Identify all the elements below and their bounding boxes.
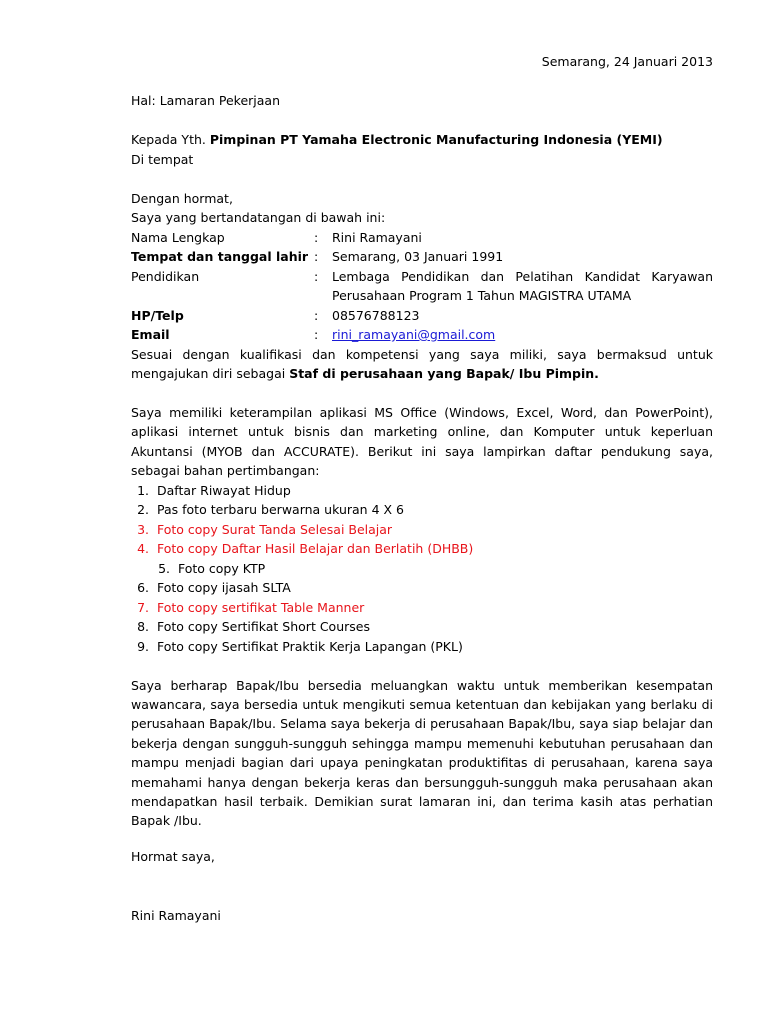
email-link[interactable]: rini_ramayani@gmail.com xyxy=(332,327,496,342)
list-text: Foto copy sertifikat Table Manner xyxy=(157,599,365,615)
list-number: 5. xyxy=(158,560,170,576)
list-number: 2. xyxy=(137,502,149,517)
list-number: 1. xyxy=(137,482,149,498)
phone-label: HP/Telp xyxy=(131,307,184,323)
list-text: Foto copy Daftar Hasil Belajar dan Berlatih (DHBB) xyxy=(157,541,474,556)
colon: : xyxy=(314,307,319,323)
letter-subject: Hal: Lamaran Pekerjaan xyxy=(131,93,280,108)
list-item xyxy=(137,500,404,519)
list-item xyxy=(137,637,463,656)
list-item xyxy=(137,481,291,500)
list-item xyxy=(137,539,474,558)
signature-name: Rini Ramayani xyxy=(131,907,221,923)
education-label: Pendidikan xyxy=(131,268,200,284)
colon: : xyxy=(314,249,319,264)
birth-value: Semarang, 03 Januari 1991 xyxy=(332,249,504,264)
education-value-line1: Lembaga Pendidikan dan Pelatihan Kandidat Karyawan xyxy=(332,268,713,284)
list-number: 6. xyxy=(137,580,149,595)
recipient-prefix: Kepada Yth. xyxy=(131,132,210,147)
list-text: Daftar Riwayat Hidup xyxy=(157,482,291,498)
list-text: Foto copy ijasah SLTA xyxy=(157,580,291,595)
list-item xyxy=(137,520,393,539)
list-item xyxy=(137,617,370,636)
list-item xyxy=(137,598,365,617)
education-value-line2: Perusahaan Program 1 Tahun MAGISTRA UTAMA xyxy=(332,288,632,303)
recipient-line xyxy=(131,130,713,149)
detail-row-email xyxy=(131,325,713,344)
purpose-plain: mengajukan diri sebagai xyxy=(131,366,290,381)
list-text: Foto copy Sertifikat Praktik Kerja Lapangan (PKL) xyxy=(157,638,463,654)
intro-line: Saya yang bertandatangan di bawah ini: xyxy=(131,210,386,225)
skills-paragraph: Saya memiliki keterampilan aplikasi MS Office (Windows, Excel, Word, dan PowerPoint), aplikasi internet untuk bisnis dan marketing online, dan Komputer untuk keperluan Akuntansi (MYOB dan ACCURATE). Berikut ini saya lampirkan daftar pendukung saya, sebagai bahan pertimbangan: xyxy=(131,405,713,479)
list-text: Foto copy KTP xyxy=(178,560,266,576)
recipient-name: Pimpinan PT Yamaha Electronic Manufacturing Indonesia (YEMI) xyxy=(209,132,663,147)
recipient-place: Di tempat xyxy=(131,151,194,167)
name-value: Rini Ramayani xyxy=(332,229,422,245)
purpose-line-2 xyxy=(131,364,713,383)
list-item xyxy=(137,578,291,597)
sign-off: Hormat saya, xyxy=(131,849,215,864)
closing-paragraph: Saya berharap Bapak/Ibu bersedia meluangkan waktu untuk memberikan kesempatan wawancara, saya bersedia untuk mengikuti semua ketentuan dan kebijakan yang berlaku di perusahaan Bapak/Ibu. Selama saya bekerja di perusahaan Bapak/Ibu, saya siap belajar dan bekerja dengan sungguh-sungguh sehingga mampu memenuhi kebutuhan perusahaan dan mampu menjadi bagian dari upaya peningkatan produktifitas di perusahaan, karena saya memahami hanya dengan bekerja keras dan bersungguh-sungguh maka perusahaan akan mendapatkan hasil terbaik. Demikian surat lamaran ini, dan terima kasih atas perhatian Bapak /Ibu. xyxy=(131,677,713,829)
detail-row-education xyxy=(131,267,713,286)
colon: : xyxy=(314,327,319,342)
list-number: 8. xyxy=(137,619,149,634)
colon: : xyxy=(314,229,319,245)
purpose-line-1: Sesuai dengan kualifikasi dan kompetensi yang saya miliki, saya bermaksud untuk xyxy=(131,346,713,362)
list-text: Foto copy Surat Tanda Selesai Belajar xyxy=(157,521,393,537)
phone-value: 08576788123 xyxy=(332,307,420,323)
list-text: Pas foto terbaru berwarna ukuran 4 X 6 xyxy=(157,502,404,517)
colon: : xyxy=(314,268,319,284)
birth-label: Tempat dan tanggal lahir xyxy=(131,249,309,264)
detail-row-name xyxy=(131,228,713,247)
greeting: Dengan hormat, xyxy=(131,190,233,206)
purpose-bold: Staf di perusahaan yang Bapak/ Ibu Pimpin. xyxy=(289,366,599,381)
list-number: 7. xyxy=(137,599,149,615)
list-number: 3. xyxy=(137,521,149,537)
list-text: Foto copy Sertifikat Short Courses xyxy=(157,619,370,634)
detail-row-birth xyxy=(131,247,713,266)
name-label: Nama Lengkap xyxy=(131,229,225,245)
list-number: 9. xyxy=(137,638,149,654)
detail-row-education-cont xyxy=(131,286,713,305)
list-number: 4. xyxy=(137,541,149,556)
email-label: Email xyxy=(131,327,170,342)
detail-row-phone xyxy=(131,306,713,325)
letter-date: Semarang, 24 Januari 2013 xyxy=(541,54,713,69)
list-item xyxy=(158,559,266,578)
